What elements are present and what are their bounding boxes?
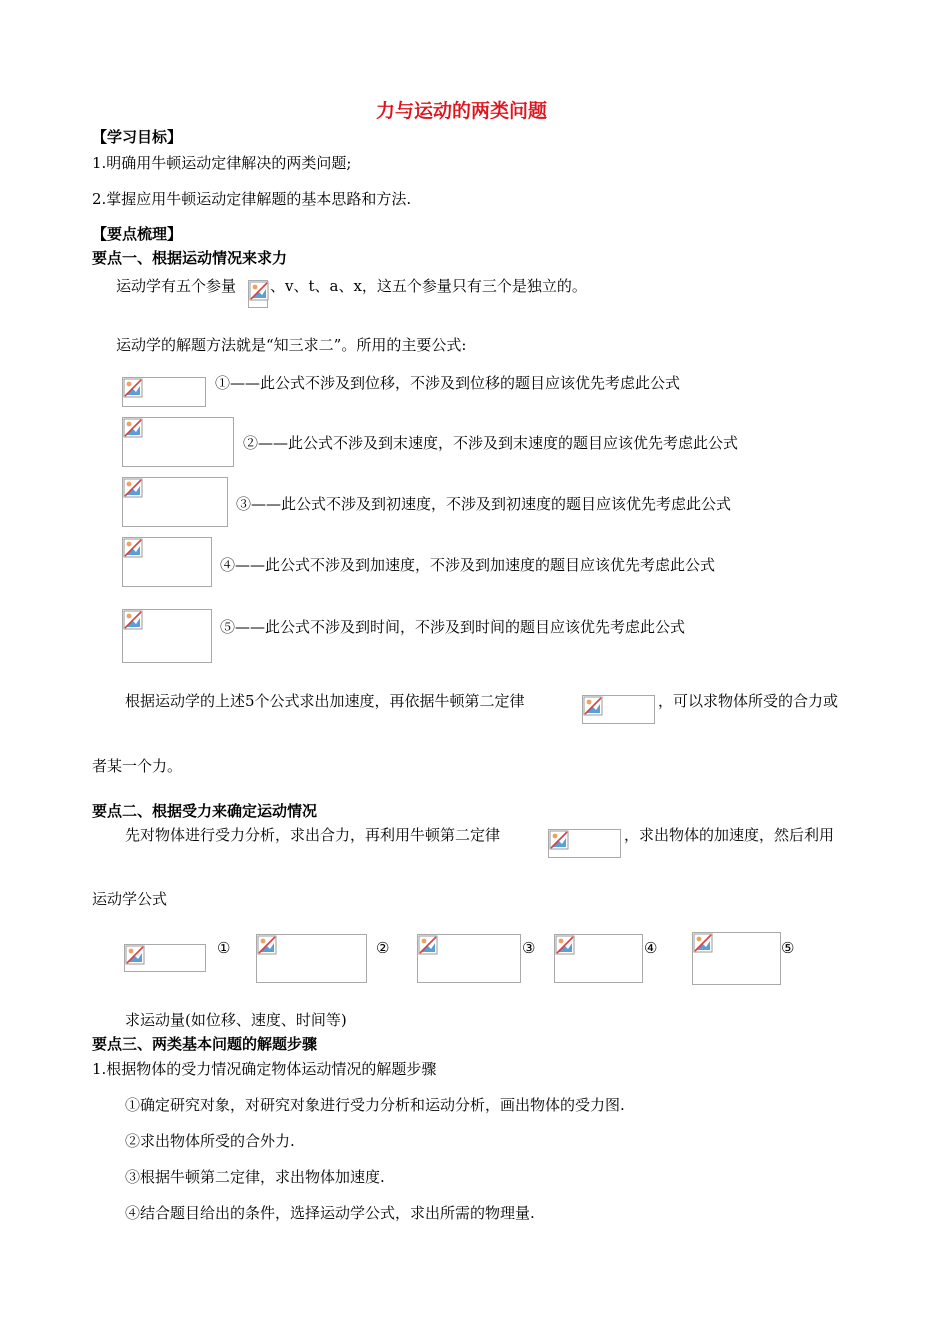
broken-image-icon	[125, 945, 145, 965]
newton-law-image-1	[582, 695, 655, 724]
broken-image-icon	[123, 418, 143, 438]
kinematics-marker-5: ⑤	[781, 939, 795, 957]
step-2: ②求出物体所受的合外力.	[125, 1132, 295, 1150]
formula-desc-4: ④——此公式不涉及到加速度，不涉及到加速度的题目应该优先考虑此公式	[220, 556, 716, 574]
formula-image-1	[122, 377, 206, 407]
kinematics-image-2	[256, 934, 367, 983]
point2-line1-a: 先对物体进行受力分析，求出合力，再利用牛顿第二定律	[125, 826, 501, 844]
broken-image-icon	[249, 281, 269, 301]
goal-item-1: 1.明确用牛顿运动定律解决的两类问题;	[92, 154, 352, 172]
kinematics-marker-3: ③	[522, 939, 536, 957]
broken-image-icon	[123, 538, 143, 558]
point2-line1-b: ，求出物体的加速度，然后利用	[624, 826, 835, 844]
formula-image-3	[122, 477, 228, 527]
kinematics-image-3	[417, 934, 521, 983]
newton-law-image-2	[548, 829, 621, 858]
kinematics-image-4	[554, 934, 643, 983]
formula-desc-5: ⑤——此公式不涉及到时间，不涉及到时间的题目应该优先考虑此公式	[220, 618, 686, 636]
point1-conclusion-a: 根据运动学的上述5个公式求出加速度，再依据牛顿第二定律	[125, 692, 525, 710]
broken-image-icon	[418, 935, 438, 955]
kinematics-marker-4: ④	[644, 939, 658, 957]
broken-image-icon	[123, 610, 143, 630]
points-heading: 【要点梳理】	[92, 225, 183, 243]
broken-image-v0	[248, 280, 268, 308]
point1-line2: 运动学的解题方法就是“知三求二”。所用的主要公式:	[116, 336, 467, 354]
formula-image-5	[122, 609, 212, 663]
kinematics-marker-2: ②	[376, 939, 390, 957]
goal-item-2: 2.掌握应用牛顿运动定律解题的基本思路和方法.	[92, 190, 412, 208]
formula-desc-2: ②——此公式不涉及到末速度，不涉及到末速度的题目应该优先考虑此公式	[243, 434, 739, 452]
formula-image-2	[122, 417, 234, 467]
step-3: ③根据牛顿第二定律，求出物体加速度.	[125, 1168, 385, 1186]
step-4: ④结合题目给出的条件，选择运动学公式，求出所需的物理量.	[125, 1204, 535, 1222]
goals-heading: 【学习目标】	[92, 128, 183, 146]
point2-line2: 运动学公式	[92, 890, 168, 908]
broken-image-icon	[257, 935, 277, 955]
point1-conclusion-b: ，可以求物体所受的合力或	[658, 692, 839, 710]
formula-desc-3: ③——此公式不涉及到初速度，不涉及到初速度的题目应该优先考虑此公式	[236, 495, 732, 513]
page-title: 力与运动的两类问题	[376, 100, 548, 122]
broken-image-icon	[555, 935, 575, 955]
broken-image-icon	[549, 830, 569, 850]
kinematics-marker-1: ①	[217, 939, 231, 957]
point3-sub1: 1.根据物体的受力情况确定物体运动情况的解题步骤	[92, 1060, 437, 1078]
broken-image-icon	[583, 696, 603, 716]
point2-heading: 要点二、根据受力来确定运动情况	[92, 802, 318, 820]
kinematics-image-1	[124, 944, 206, 972]
broken-image-icon	[123, 478, 143, 498]
step-1: ①确定研究对象，对研究对象进行受力分析和运动分析，画出物体的受力图.	[125, 1096, 625, 1114]
point1-heading: 要点一、根据运动情况来求力	[92, 249, 288, 267]
point1-conclusion-c: 者某一个力。	[92, 757, 183, 775]
broken-image-icon	[693, 933, 713, 953]
kinematics-image-5	[692, 932, 781, 985]
point3-heading: 要点三、两类基本问题的解题步骤	[92, 1035, 318, 1053]
formula-desc-1: ①——此公式不涉及到位移，不涉及到位移的题目应该优先考虑此公式	[215, 374, 681, 392]
point2-line3: 求运动量(如位移、速度、时间等)	[125, 1011, 347, 1029]
point1-line1-a: 运动学有五个参量	[116, 277, 237, 295]
point1-line1-b: 、v、t、a、x，这五个参量只有三个是独立的。	[270, 277, 587, 295]
broken-image-icon	[123, 378, 143, 398]
formula-image-4	[122, 537, 212, 587]
